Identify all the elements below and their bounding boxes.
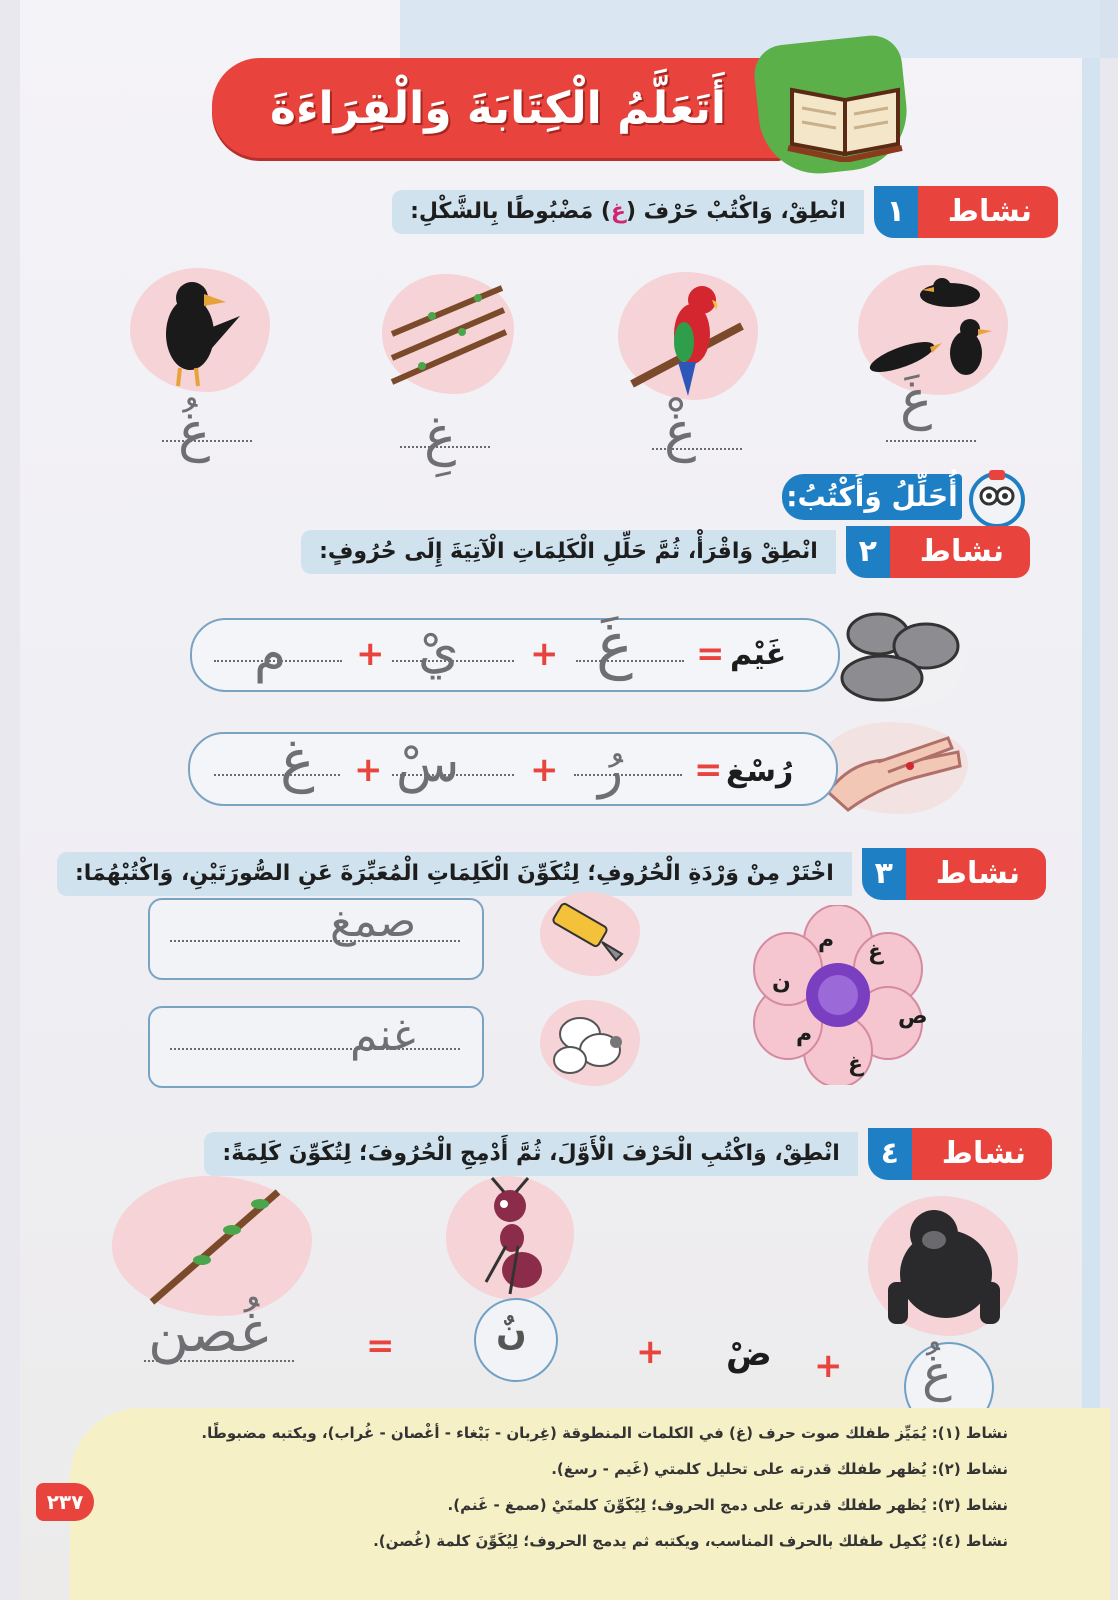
activity-label: نشاط [886, 526, 1030, 578]
activity-4-header [204, 1128, 1052, 1180]
note-line: نشاط (٣): يُظهر طفلك قدرته على دمج الحروف؛ لِيُكَوِّنَ كلمتَيْ (صمغ - غَنم). [447, 1496, 1008, 1514]
answer-line [214, 774, 340, 776]
plus-sign: + [530, 634, 559, 674]
activity-number: ٣ [862, 848, 906, 900]
handwritten-answer: غُ [178, 400, 211, 463]
subtitle-banner: أُحَلِّلُ وَأَكْتُبُ: [782, 474, 962, 520]
handwritten-answer: غ [280, 726, 315, 794]
analysis-word: غَيْم [730, 637, 787, 672]
note-line: نشاط (٤): يُكمِل طفلك بالحرف المناسب، ويكتبه ثم يدمج الحروف؛ لِيُكَوِّنَ كلمة (غُصن). [373, 1532, 1008, 1550]
given-letter: ضْ [726, 1334, 772, 1374]
activity-label: نشاط [908, 1128, 1052, 1180]
flower-letter: ن [772, 970, 791, 995]
page-side-strip [1082, 58, 1100, 1600]
gorilla-picture [868, 1196, 1018, 1336]
plus-sign: + [530, 750, 559, 790]
activity-3-instruction: اخْتَرْ مِنْ وَرْدَةِ الْحُرُوفِ؛ لِتُكَوِّنَ الْكَلِمَاتِ الْمُعَبِّرَةَ عَنِ الصُّورَتَيْنِ، وَاكْتُبْهُمَا: [57, 852, 852, 896]
activity-1-instruction: انْطِقْ، وَاكْتُبْ حَرْفَ (غ) مَضْبُوطًا بِالشَّكْلِ: [392, 190, 864, 234]
answer-box [148, 1006, 484, 1088]
handwritten-answer: غُصن [148, 1300, 269, 1365]
flower-letter: غ [848, 1052, 864, 1077]
flower-letter: غ [868, 940, 884, 965]
handwritten-answer: م [254, 624, 287, 684]
header-banner [212, 58, 784, 158]
handwritten-answer: سْ [396, 734, 460, 794]
equals-sign: = [696, 634, 725, 674]
crows-picture [858, 265, 1008, 395]
robot-mascot-icon [965, 466, 1029, 530]
handwritten-answer: غَ [596, 608, 633, 681]
plus-sign: + [354, 750, 383, 790]
analysis-word: رُسْغ [726, 754, 794, 789]
activity-2-header [301, 526, 1030, 578]
handwritten-answer: يْ [418, 620, 459, 680]
activity-4-instruction: انْطِقْ، وَاكْتُبِ الْحَرْفَ الْأَوَّلَ، ثُمَّ أَدْمِجِ الْحُرُوفَ؛ لِتُكَوِّنَ كَلِمَةً: [204, 1132, 857, 1176]
activity-1-header [392, 186, 1058, 238]
handwritten-answer: رُ [598, 740, 624, 800]
crow-picture [130, 268, 270, 392]
plus-sign: + [814, 1346, 843, 1386]
flower-letter: م [796, 1022, 813, 1047]
handwritten-answer: غُ [922, 1344, 952, 1402]
branches-picture [382, 274, 514, 394]
glue-tube-picture [540, 892, 640, 976]
note-line: نشاط (١): يُمَيِّز طفلك صوت حرف (غ) في الكلمات المنطوقة (غِربان - بَبْغاء - أغْصان - غُراب)، ويكتبه مضبوطًا. [201, 1424, 1008, 1442]
answer-line [886, 440, 976, 442]
equals-sign: = [694, 750, 723, 790]
page-title: أَتَعَلَّمُ الْكِتَابَةَ وَالْقِرَاءَةَ [270, 82, 726, 134]
answer-line [170, 1048, 460, 1050]
activity-2-instruction: انْطِقْ وَاقْرَأْ، ثُمَّ حَلِّلِ الْكَلِمَاتِ الْآتِيَةَ إِلَى حُرُوفٍ: [301, 530, 836, 574]
activity-number: ٤ [868, 1128, 912, 1180]
parrot-picture [618, 272, 758, 400]
wrist-picture [818, 722, 968, 814]
given-letter: نٌ [496, 1312, 527, 1353]
plus-sign: + [636, 1332, 665, 1372]
handwritten-answer: غنم [350, 1010, 416, 1061]
handwritten-answer: غْ [664, 400, 697, 463]
letters-flower [748, 905, 928, 1085]
flower-letter: ص [898, 1004, 928, 1029]
note-line: نشاط (٢): يُظهر طفلك قدرته على تحليل كلمتي (غَيم - رسغ). [551, 1460, 1008, 1478]
twig-picture [112, 1176, 312, 1316]
ant-picture [446, 1176, 574, 1300]
activity-number: ١ [874, 186, 918, 238]
handwritten-answer: غَ [900, 368, 933, 431]
clouds-picture [830, 604, 968, 708]
answer-line [170, 940, 460, 942]
handwritten-answer: غِ [424, 404, 457, 467]
handwritten-answer: صمغ [330, 896, 417, 947]
activity-label: نشاط [902, 848, 1046, 900]
open-book-icon [786, 70, 904, 162]
flower-letter: م [818, 928, 835, 953]
page-number: ٢٣٧ [36, 1483, 94, 1521]
answer-line [574, 774, 682, 776]
activity-number: ٢ [846, 526, 890, 578]
page-corner-decoration [400, 0, 1118, 58]
equals-sign: = [366, 1326, 395, 1366]
answer-box [148, 898, 484, 980]
sheep-picture [540, 1000, 640, 1086]
activity-label: نشاط [914, 186, 1058, 238]
plus-sign: + [356, 634, 385, 674]
